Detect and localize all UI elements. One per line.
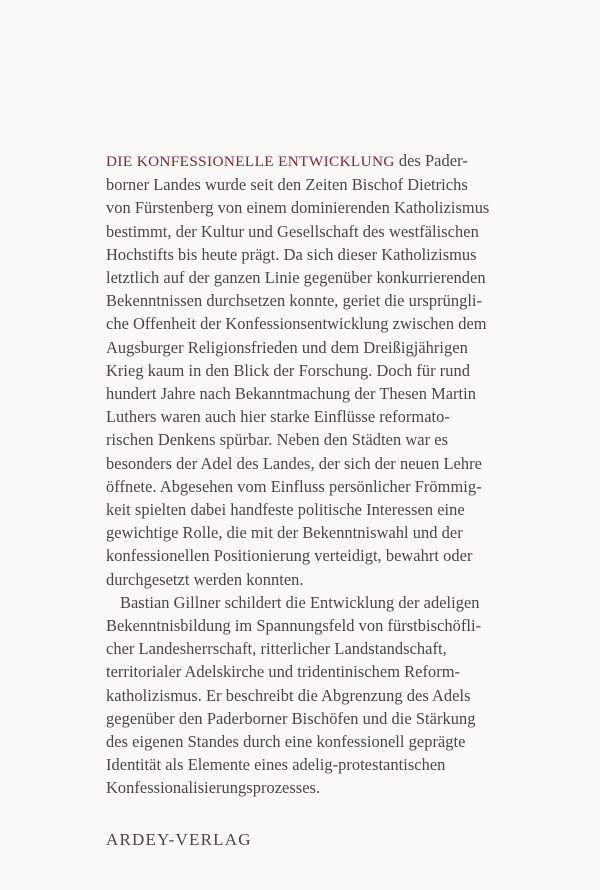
text-line: Konfessionalisierungsprozesses. — [106, 778, 321, 798]
text-line: letztlich auf der ganzen Linie gegenüber konkurrierenden — [106, 268, 486, 288]
text-line: Luthers waren auch hier starke Einflüsse reformato- — [106, 407, 450, 427]
text-line: che Offenheit der Konfessionsentwicklung zwischen dem — [106, 314, 487, 334]
text-line: Hochstifts bis heute prägt. Da sich dieser Katholizismus — [106, 244, 477, 264]
text-line: gewichtige Rolle, die mit der Bekenntniswahl und der — [106, 523, 463, 543]
text-line: rischen Denkens spürbar. Neben den Städten war es — [106, 430, 448, 450]
lead-small-caps: DIE KONFESSIONELLE ENTWICKLUNG — [106, 153, 395, 170]
text-line: Krieg kaum in den Blick der Forschung. Doch für rund — [106, 360, 471, 380]
text-line: keit spielten dabei handfeste politische Interessen eine — [106, 500, 465, 520]
text-line: Bekenntnisbildung im Spannungsfeld von fürstbischöfli- — [106, 616, 482, 636]
text-line: konfessionellen Positionierung verteidigt, bewahrt oder — [106, 546, 473, 566]
text-line: durchgesetzt werden konnten. — [106, 569, 304, 589]
text-line: gegenüber den Paderborner Bischöfen und die Stärkung — [106, 708, 476, 728]
text-line: territorialer Adelskirche und tridentinischem Reform- — [106, 662, 461, 682]
text-line: hundert Jahre nach Bekanntmachung der Thesen Martin — [106, 384, 477, 404]
text-line: besonders der Adel des Landes, der sich der neuen Lehre — [106, 453, 482, 473]
paragraph-2 — [106, 591, 518, 800]
text-line — [106, 149, 518, 173]
text-line: katholizismus. Er beschreibt die Abgrenzung des Adels — [106, 685, 471, 705]
text-line: Identität als Elemente eines adelig-protestantischen — [106, 755, 446, 775]
text-line: des eigenen Standes durch eine konfessionell geprägte — [106, 732, 466, 752]
publisher-name: ARDEY-VERLAG — [106, 830, 252, 849]
text-line: von Fürstenberg von einem dominierenden Katholizismus — [106, 198, 490, 218]
blurb-text — [106, 149, 518, 800]
text-line: cher Landesherrschaft, ritterlicher Landstandschaft, — [106, 639, 447, 659]
text-line: Augsburger Religionsfrieden und dem Dreißigjährigen — [106, 337, 468, 357]
paragraph-1 — [106, 149, 518, 591]
text-line: öffnete. Abgesehen vom Einfluss persönlicher Frömmig- — [106, 476, 482, 496]
text-line: borner Landes wurde seit den Zeiten Bischof Dietrichs — [106, 175, 468, 195]
lead-line-rest: des Pader- — [394, 151, 468, 170]
text-line: Bekenntnissen durchsetzen konnte, geriet die ursprüngli- — [106, 291, 483, 311]
text-line: Bastian Gillner schildert die Entwicklung der adeligen — [120, 592, 480, 612]
text-line: bestimmt, der Kultur und Gesellschaft des westfälischen — [106, 221, 479, 241]
